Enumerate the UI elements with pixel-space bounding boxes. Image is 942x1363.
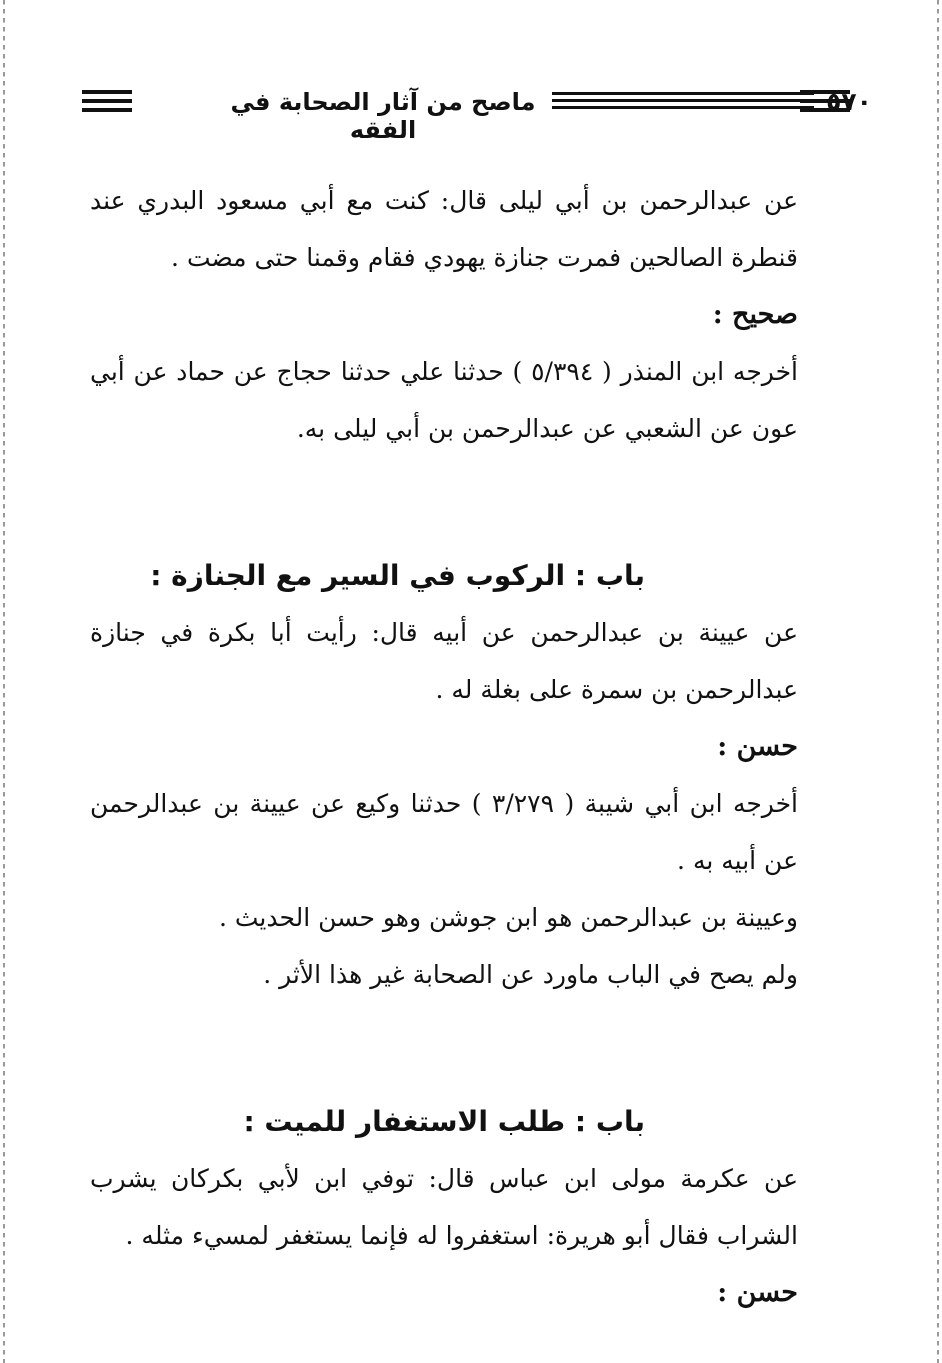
chapter-heading: باب : طلب الاستغفار للميت : [243, 1105, 645, 1138]
right-margin-dots [937, 0, 939, 1363]
page-header [82, 87, 872, 144]
running-title: ماصح من آثار الصحابة في الفقه [230, 88, 536, 144]
header-rule-middle [552, 92, 814, 113]
page-body [90, 172, 850, 1321]
grade-label: صحيح : [712, 299, 798, 330]
narrator-note: وعيينة بن عبدالرحمن هو ابن جوشن وهو حسن الحديث . [218, 903, 798, 932]
page-number: ٥٧٠ [826, 87, 872, 116]
grade-label: حسن : [717, 1277, 798, 1308]
athar-text: عن عبدالرحمن بن أبي ليلى قال: كنت مع أبي مسعود البدري عند قنطرة الصالحين فمرت جنازة يهودي فقام وقمنا حتى مضت . [90, 186, 798, 272]
grade-label: حسن : [717, 731, 798, 762]
takhrij-text: أخرجه ابن أبي شيبة ( ٣/٢٧٩ ) حدثنا وكيع عن عيينة بن عبدالرحمن عن أبيه به . [90, 789, 799, 875]
left-margin-dots [3, 0, 5, 1363]
takhrij-text: أخرجه ابن المنذر ( ٥/٣٩٤ ) حدثنا علي حدثنا حجاج عن حماد عن أبي عون عن الشعبي عن عبدالرحمن بن أبي ليلى به. [90, 357, 798, 443]
chapter-note: ولم يصح في الباب ماورد عن الصحابة غير هذا الأثر . [263, 960, 798, 989]
athar-text: عن عكرمة مولى ابن عباس قال: توفي ابن لأبي بكركان يشرب الشراب فقال أبو هريرة: استغفروا له فإنما يستغفر لمسيء مثله . [90, 1164, 798, 1250]
athar-text: عن عيينة بن عبدالرحمن عن أبيه قال: رأيت أبا بكرة في جنازة عبدالرحمن بن سمرة على بغلة له . [90, 618, 798, 704]
chapter-heading: باب : الركوب في السير مع الجنازة : [150, 559, 645, 592]
header-rule-left [82, 90, 132, 117]
